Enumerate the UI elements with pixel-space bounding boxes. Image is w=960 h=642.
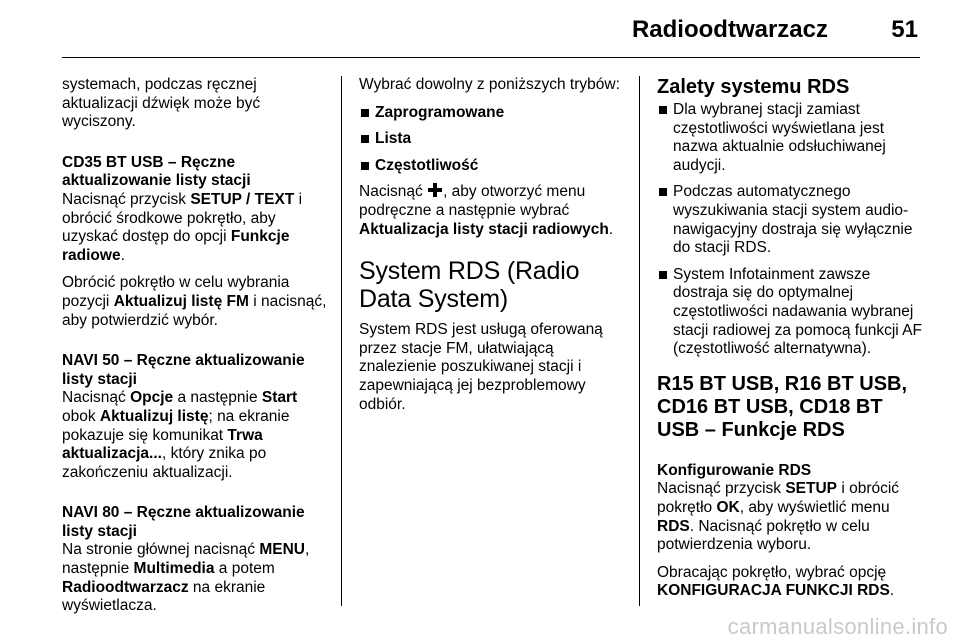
subheading: NAVI 50 – Ręczne aktualizowanie listy stacji (62, 352, 305, 388)
page-header (62, 0, 920, 58)
column-2 (359, 76, 631, 423)
paragraph: systemach, podczas ręcznej aktualizacji dźwięk może być wyciszony. (62, 76, 261, 131)
column-3 (657, 76, 923, 610)
column-divider (341, 76, 342, 606)
subheading: NAVI 80 – Ręczne aktualizowanie listy stacji (62, 504, 305, 540)
watermark: carmanualsonline.info (727, 614, 948, 639)
list-item: Lista (359, 130, 631, 149)
paragraph: Nacisnąć Opcje a następnie Start obok Aktualizuj listę; na ekranie pokazuje się komunikat Trwa aktualizacja..., który znika po zakończeniu aktualizacji. (62, 389, 298, 481)
page-number: 51 (891, 16, 918, 43)
list-item: Podczas automatycznego wyszukiwania stacji system audio-nawigacyjny dostraja się wyłącznie do stacji RDS. (657, 183, 923, 257)
list-item: Częstotliwość (359, 157, 631, 176)
paragraph: Obrócić pokrętło w celu wybrania pozycji Aktualizuj listę FM i nacisnąć, aby potwierdzić wybór. (62, 274, 327, 329)
paragraph: Nacisnąć , aby otworzyć menu podręczne a następnie wybrać Aktualizacja listy stacji radiowych. (359, 183, 614, 238)
paragraph: System RDS jest usługą oferowaną przez stacje FM, ułatwiającą znalezienie poszukiwanej stacji i zapewniającą jej bezproblemowy odbiór. (359, 321, 603, 413)
plus-icon (428, 183, 442, 197)
column-divider (639, 76, 640, 606)
paragraph: Nacisnąć przycisk SETUP / TEXT i obrócić środkowe pokrętło, aby uzyskać dostęp do opcji Funkcje radiowe. (62, 190, 303, 264)
subheading: CD35 BT USB – Ręczne aktualizowanie listy stacji (62, 153, 251, 190)
list-item: Zaprogramowane (359, 104, 631, 123)
list-item: System Infotainment zawsze dostraja się do optymalnej częstotliwości nadawania wybranej stacji radiowej za pomocą funkcji AF (częstotliwość alternatywna). (657, 266, 923, 359)
page-title: Radioodtwarzacz (631, 16, 828, 43)
list-item: Dla wybranej stacji zamiast częstotliwości wyświetlana jest nazwa aktualnie odsłuchiwanej audycji. (657, 101, 923, 175)
paragraph: Na stronie głównej nacisnąć MENU, następnie Multimedia a potem Radioodtwarzacz na ekranie wyświetlacza. (62, 541, 310, 615)
section-heading: R15 BT USB, R16 BT USB, CD16 BT USB, CD18 BT USB – Funkcje RDS (657, 372, 908, 441)
paragraph: Nacisnąć przycisk SETUP i obrócić pokrętło OK, aby wyświetlić menu RDS. Nacisnąć pokrętło w celu potwierdzenia wyboru. (657, 480, 900, 554)
paragraph: Obracając pokrętło, wybrać opcję KONFIGURACJA FUNKCJI RDS. (657, 563, 895, 600)
subheading: Konfigurowanie RDS (657, 461, 812, 479)
paragraph: Wybrać dowolny z poniższych trybów: (359, 76, 620, 93)
column-1 (62, 76, 334, 625)
section-heading: System RDS (Radio Data System) (359, 257, 580, 314)
section-heading: Zalety systemu RDS (657, 76, 850, 98)
